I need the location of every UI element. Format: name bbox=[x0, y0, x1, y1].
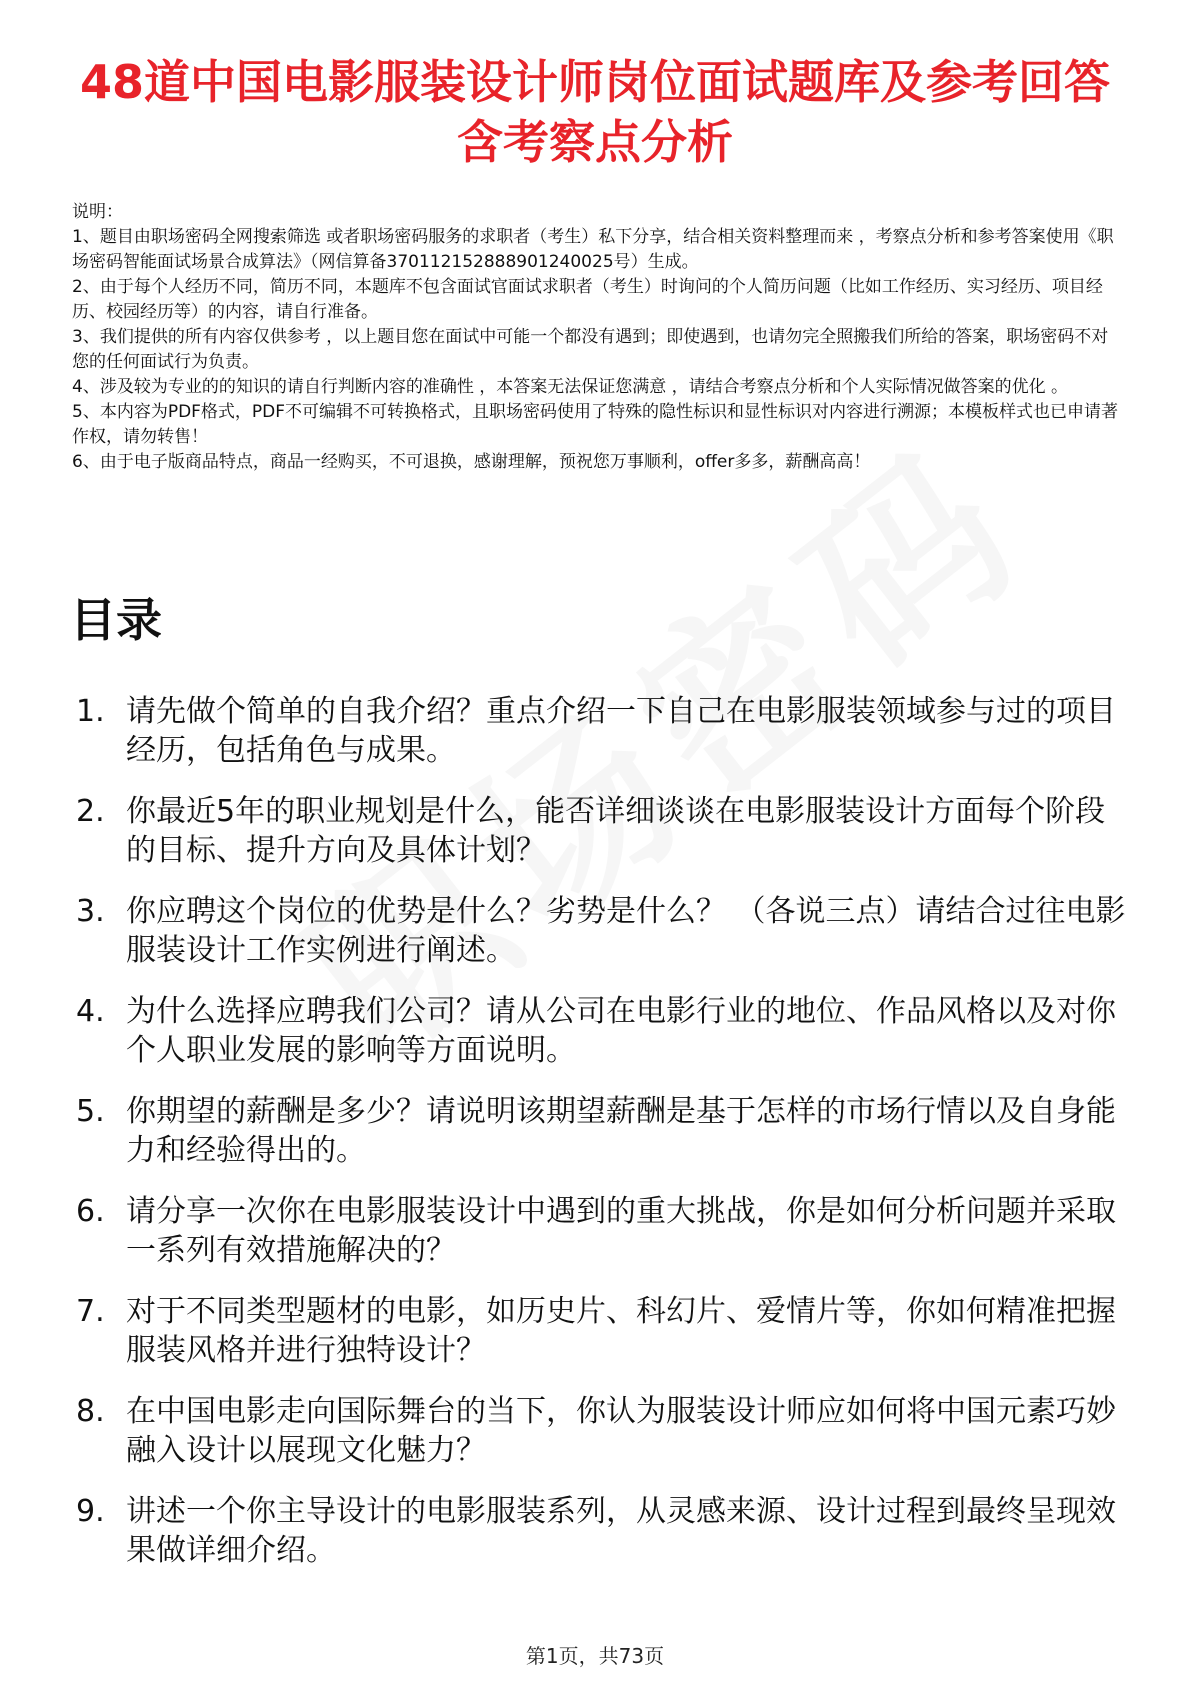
question-number: 7. bbox=[76, 1294, 105, 1329]
notes-heading: 说明： bbox=[72, 202, 123, 222]
document-title: 48道中国电影服装设计师岗位面试题库及参考回答含考察点分析 bbox=[79, 55, 1110, 169]
question-item bbox=[76, 1092, 1126, 1170]
question-item bbox=[76, 792, 1126, 870]
question-number: 2. bbox=[76, 794, 105, 829]
question-number: 9. bbox=[76, 1494, 105, 1529]
question-number: 4. bbox=[76, 994, 105, 1029]
notes-section bbox=[72, 200, 1120, 475]
question-text: 对于不同类型题材的电影，如历史片、科幻片、爱情片等，你如何精准把握服装风格并进行独特设计？ bbox=[126, 1294, 1116, 1368]
question-item bbox=[76, 1392, 1126, 1470]
question-text: 为什么选择应聘我们公司？请从公司在电影行业的地位、作品风格以及对你个人职业发展的影响等方面说明。 bbox=[126, 994, 1116, 1068]
toc-heading: 目录 bbox=[70, 593, 162, 647]
note-item: 4、涉及较为专业的的知识的请自行判断内容的准确性 ，本答案无法保证您满意 ，请结合考察点分析和个人实际情况做答案的优化 。 bbox=[72, 377, 1069, 397]
question-item bbox=[76, 892, 1126, 970]
question-number: 3. bbox=[76, 894, 105, 929]
question-text: 讲述一个你主导设计的电影服装系列，从灵感来源、设计过程到最终呈现效果做详细介绍。 bbox=[126, 1494, 1116, 1568]
question-item bbox=[76, 992, 1126, 1070]
question-number: 8. bbox=[76, 1394, 105, 1429]
question-item bbox=[76, 1192, 1126, 1270]
note-item: 3、我们提供的所有内容仅供参考 ，以上题目您在面试中可能一个都没有遇到；即使遇到，也请勿完全照搬我们所给的答案，职场密码不对您的任何面试行为负责。 bbox=[72, 327, 1109, 372]
question-item bbox=[76, 1492, 1126, 1570]
question-text: 请先做个简单的自我介绍？重点介绍一下自己在电影服装领域参与过的项目经历，包括角色与成果。 bbox=[126, 694, 1116, 768]
note-item: 1、题目由职场密码全网搜索筛选 或者职场密码服务的求职者（考生）私下分享，结合相关资料整理而来 ，考察点分析和参考答案使用《职场密码智能面试场景合成算法》（网信算备370112152888901240025号）生成。 bbox=[72, 227, 1114, 272]
question-number: 5. bbox=[76, 1094, 105, 1129]
question-text: 你应聘这个岗位的优势是什么？劣势是什么？ （各说三点）请结合过往电影服装设计工作实例进行阐述。 bbox=[126, 894, 1126, 968]
note-item: 6、由于电子版商品特点，商品一经购买，不可退换，感谢理解，预祝您万事顺利，offer多多，薪酬高高！ bbox=[72, 452, 871, 472]
question-list bbox=[76, 692, 1126, 1592]
note-item: 5、本内容为PDF格式，PDF不可编辑不可转换格式，且职场密码使用了特殊的隐性标识和显性标识对内容进行溯源；本模板样式也已申请著作权，请勿转售！ bbox=[72, 402, 1119, 447]
question-text: 请分享一次你在电影服装设计中遇到的重大挑战，你是如何分析问题并采取一系列有效措施解决的？ bbox=[126, 1194, 1116, 1268]
question-number: 1. bbox=[76, 694, 105, 729]
note-item: 2、由于每个人经历不同，简历不同，本题库不包含面试官面试求职者（考生）时询问的个人简历问题（比如工作经历、实习经历、项目经历、校园经历等）的内容，请自行准备。 bbox=[72, 277, 1103, 322]
question-item bbox=[76, 692, 1126, 770]
question-text: 在中国电影走向国际舞台的当下，你认为服装设计师应如何将中国元素巧妙融入设计以展现文化魅力？ bbox=[126, 1394, 1116, 1468]
question-text: 你期望的薪酬是多少？请说明该期望薪酬是基于怎样的市场行情以及自身能力和经验得出的。 bbox=[126, 1094, 1116, 1168]
question-text: 你最近5年的职业规划是什么，能否详细谈谈在电影服装设计方面每个阶段的目标、提升方向及具体计划？ bbox=[126, 794, 1106, 868]
page-footer: 第1页，共73页 bbox=[525, 1644, 665, 1668]
question-item bbox=[76, 1292, 1126, 1370]
question-number: 6. bbox=[76, 1194, 105, 1229]
